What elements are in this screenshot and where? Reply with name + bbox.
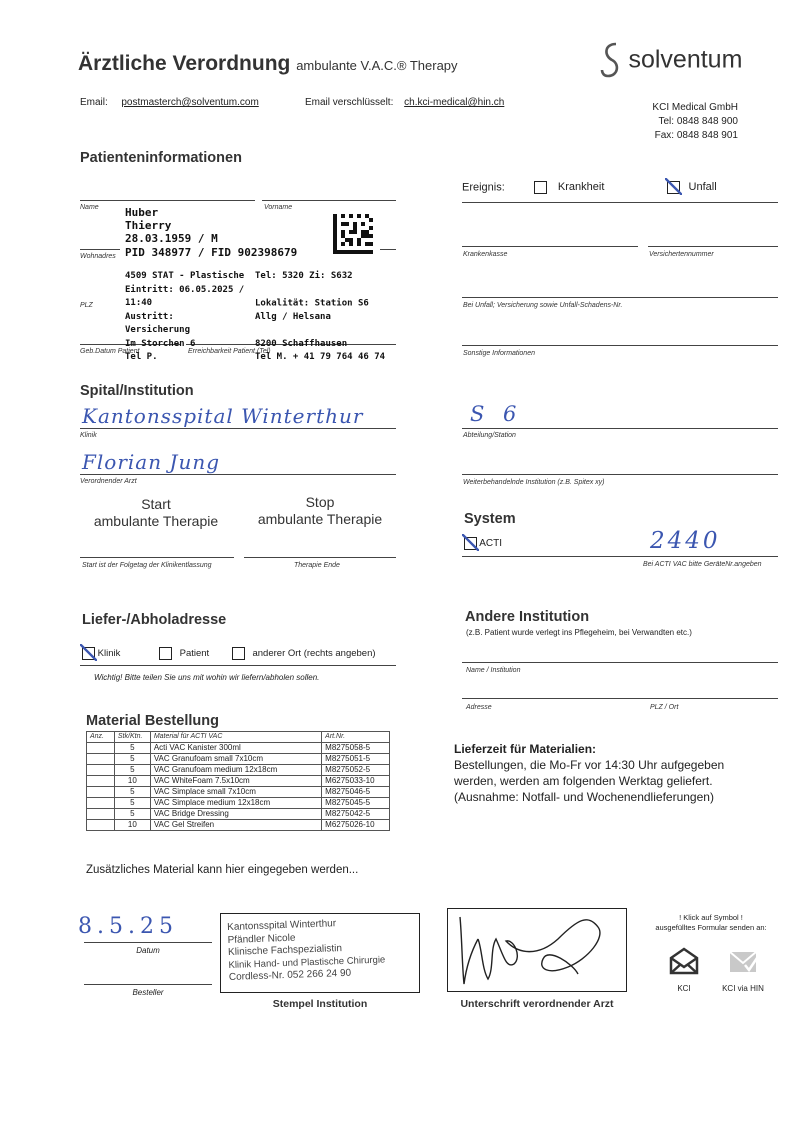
label-end: Therapie Ende — [294, 562, 340, 569]
material-row-5-cell-3: M8275045-5 — [322, 798, 390, 809]
label-other-name: Name / Institution — [466, 667, 521, 674]
sticker-insurance: Allg / Helsana Versicherung — [125, 311, 331, 335]
sticker-location: Lokalität: Station S6 — [255, 298, 369, 308]
material-row-4-cell-0[interactable] — [87, 787, 115, 798]
email-row — [80, 97, 259, 108]
stamp-line-5: Cordless-Nr. 052 266 24 90 — [228, 967, 352, 983]
stamp-line-1: Kantonsspital Winterthur — [227, 918, 337, 933]
send-hint-line-1: ! Klick auf Symbol ! — [679, 913, 743, 922]
material-row-0-cell-0[interactable] — [87, 743, 115, 754]
material-row-3-cell-3: M6275033-10 — [322, 776, 390, 787]
label-dob: Geb.Datum Patient — [80, 348, 140, 355]
material-row-0-cell-1: 5 — [114, 743, 150, 754]
brand-logo — [598, 40, 742, 80]
other-checkbox[interactable] — [232, 647, 245, 660]
label-kasse: Krankenkasse — [463, 251, 508, 258]
label-klinik: Klinik — [80, 432, 97, 439]
label-weiter: Weiterbehandelnde Institution (z.B. Spitex xy) — [463, 479, 605, 486]
company-name: KCI Medical GmbH — [652, 102, 738, 113]
kci-icon-label: KCI — [677, 984, 691, 993]
material-row-6-cell-1: 5 — [114, 809, 150, 820]
material-header-row — [87, 732, 390, 743]
stop-therapy-heading — [244, 494, 396, 528]
label-arzt: Verordnender Arzt — [80, 478, 137, 485]
device-number-value[interactable]: 2440 — [650, 528, 721, 554]
start-line-2: ambulante Therapie — [93, 513, 219, 529]
label-other-address: Adresse — [466, 704, 492, 711]
start-therapy-heading — [80, 496, 232, 530]
material-row-1-cell-2: VAC Granufoam small 7x10cm — [150, 754, 321, 765]
envelope-icon — [668, 946, 700, 976]
start-line-1: Start — [141, 496, 171, 512]
sticker-line-2: Thierry — [125, 219, 172, 232]
email-enc-row — [305, 97, 504, 108]
sticker-dept: 4509 STAT - Plastische — [125, 271, 245, 281]
sticker-exit: Austritt: — [125, 311, 174, 322]
material-row-0-cell-2: Acti VAC Kanister 300ml — [150, 743, 321, 754]
label-plz: PLZ — [80, 302, 93, 309]
other-inst-hint: (z.B. Patient wurde verlegt ins Pflegeheim, bei Verwandten etc.) — [466, 628, 692, 637]
title-sub: ambulante V.A.C.® Therapy — [296, 58, 458, 73]
material-row-7-cell-1: 10 — [114, 820, 150, 831]
material-row-2 — [87, 765, 390, 776]
sticker-tel-room: Tel: 5320 Zi: S632 — [255, 271, 353, 281]
envelope-hin-icon — [727, 946, 759, 976]
material-row-1-cell-1: 5 — [114, 754, 150, 765]
delivery-time-line-3: (Ausnahme: Notfall- und Wochenendlieferungen) — [454, 790, 714, 804]
klinik-option-label: Klinik — [97, 648, 121, 660]
send-hint-line-2: ausgefülltes Formular senden an: — [655, 923, 767, 932]
patient-section-title: Patienteninformationen — [80, 150, 242, 166]
material-row-4-cell-2: VAC Simplace small 7x10cm — [150, 787, 321, 798]
extra-material-hint[interactable]: Zusätzliches Material kann hier eingegeben werden... — [86, 864, 359, 876]
signature-scribble-icon — [448, 909, 625, 991]
spital-section-title: Spital/Institution — [80, 383, 194, 399]
material-row-6-cell-2: VAC Bridge Dressing — [150, 809, 321, 820]
klinik-checkbox[interactable] — [82, 647, 95, 660]
material-header-row-cell-2: Material für ACTI VAC — [150, 732, 321, 743]
label-stamp: Stempel Institution — [272, 998, 368, 1010]
label-unfall: Bei Unfall; Versicherung sowie Unfall-Schadens-Nr. — [463, 302, 623, 309]
other-option-label: anderer Ort (rechts angeben) — [252, 648, 376, 660]
label-signature: Unterschrift verordnender Arzt — [460, 998, 614, 1010]
material-row-5 — [87, 798, 390, 809]
material-row-3-cell-2: VAC WhiteFoam 7.5x10cm — [150, 776, 321, 787]
delivery-note: Wichtig! Bitte teilen Sie uns mit wohin wir liefern/abholen sollen. — [94, 673, 320, 682]
material-row-2-cell-2: VAC Granufoam medium 12x18cm — [150, 765, 321, 776]
material-row-4-cell-1: 5 — [114, 787, 150, 798]
date-value[interactable]: 8.5.25 — [78, 914, 178, 939]
material-row-4-cell-3: M8275046-5 — [322, 787, 390, 798]
material-row-0 — [87, 743, 390, 754]
material-row-7-cell-2: VAC Gel Streifen — [150, 820, 321, 831]
sticker-city: 8200 Schaffhausen — [255, 338, 348, 349]
label-sonstige: Sonstige Informationen — [463, 350, 535, 357]
label-station: Abteilung/Station — [463, 432, 516, 439]
send-hint — [640, 913, 782, 933]
label-wohnadresse: Wohnadres — [80, 253, 116, 260]
patient-option-label: Patient — [179, 648, 210, 660]
datamatrix-icon — [333, 214, 373, 254]
material-row-5-cell-2: VAC Simplace medium 12x18cm — [150, 798, 321, 809]
material-row-3-cell-1: 10 — [114, 776, 150, 787]
material-row-6 — [87, 809, 390, 820]
material-row-5-cell-1: 5 — [114, 798, 150, 809]
stamp-box — [220, 913, 420, 993]
material-row-2-cell-3: M8275052-5 — [322, 765, 390, 776]
delivery-options — [82, 647, 376, 660]
company-fax: Fax: 0848 848 901 — [654, 130, 738, 141]
material-header-row-cell-0: Anz. — [87, 732, 115, 743]
solventum-s-icon — [598, 40, 624, 80]
station-value[interactable]: S 6 — [470, 402, 523, 426]
label-vorname: Vorname — [264, 204, 293, 211]
sticker-street: Im Storchen 6 — [125, 338, 196, 349]
sticker-line-1: Huber — [125, 206, 159, 219]
material-row-1-cell-3: M8275051-5 — [322, 754, 390, 765]
material-header-row-cell-1: Stk/Ktn. — [114, 732, 150, 743]
material-row-2-cell-0[interactable] — [87, 765, 115, 776]
material-row-1-cell-0[interactable] — [87, 754, 115, 765]
company-tel: Tel: 0848 848 900 — [658, 116, 738, 127]
material-row-4 — [87, 787, 390, 798]
acti-checkbox[interactable] — [464, 537, 477, 550]
material-row-7-cell-0[interactable] — [87, 820, 115, 831]
send-kci-button[interactable] — [664, 946, 704, 993]
delivery-section-title: Liefer-/Abholadresse — [82, 612, 227, 628]
signature-box[interactable] — [447, 908, 627, 992]
krankheit-checkbox[interactable] — [534, 181, 547, 194]
stop-line-2: ambulante Therapie — [257, 511, 383, 527]
material-row-6-cell-0[interactable] — [87, 809, 115, 820]
material-row-3 — [87, 776, 390, 787]
material-row-3-cell-0[interactable] — [87, 776, 115, 787]
material-row-5-cell-0[interactable] — [87, 798, 115, 809]
material-row-7-cell-3: M6275026-10 — [322, 820, 390, 831]
acti-label: ACTI — [479, 538, 503, 550]
delivery-time-block — [454, 741, 724, 805]
label-start: Start ist der Folgetag der Klinikentlassung — [82, 562, 212, 569]
sticker-tel-m: Tel M. + 41 79 764 46 74 — [255, 352, 386, 362]
label-device: Bei ACTI VAC bitte GeräteNr.angeben — [643, 561, 762, 568]
sticker-line-3: 28.03.1959 / M — [125, 232, 218, 245]
patient-checkbox[interactable] — [159, 647, 172, 660]
sticker-line-4: PID 348977 / FID 902398679 — [125, 246, 298, 259]
email-enc-link[interactable]: ch.kci-medical@hin.ch — [404, 97, 505, 108]
label-besteller: Besteller — [132, 988, 164, 997]
event-row — [462, 181, 717, 194]
event-label: Ereignis: — [462, 181, 505, 194]
stop-line-1: Stop — [305, 494, 335, 510]
email-link[interactable]: postmasterch@solventum.com — [121, 97, 259, 108]
unfall-label: Unfall — [688, 181, 717, 194]
material-table — [86, 731, 390, 831]
klinik-value[interactable]: Kantonsspital Winterthur — [82, 404, 364, 428]
delivery-time-line-1: Bestellungen, die Mo-Fr vor 14:30 Uhr aufgegeben — [454, 758, 725, 772]
label-reach: Erreichbarkeit Patient (Tel) — [188, 348, 271, 355]
stamp-line-2: Pfändler Nicole — [227, 932, 296, 946]
brand-name: solventum — [628, 45, 743, 74]
email-enc-label: Email verschlüsselt: — [305, 97, 394, 108]
label-datum: Datum — [136, 946, 160, 955]
company-info — [628, 101, 738, 143]
hin-icon-label: KCI via HIN — [722, 984, 764, 993]
label-name: Name — [80, 204, 99, 211]
title-main: Ärztliche Verordnung — [78, 52, 291, 75]
delivery-time-title: Lieferzeit für Materialien: — [454, 742, 597, 756]
acti-row — [464, 537, 502, 550]
form-title — [78, 52, 458, 76]
patient-sticker-details — [125, 270, 395, 365]
material-row-2-cell-1: 5 — [114, 765, 150, 776]
material-header-row-cell-3: Art.Nr. — [322, 732, 390, 743]
sticker-entry: Eintritt: 06.05.2025 / 11:40 — [125, 284, 245, 308]
other-inst-title: Andere Institution — [465, 609, 590, 625]
delivery-time-line-2: werden, werden am folgenden Werktag geliefert. — [454, 774, 713, 788]
label-versnr: Versichertennummer — [649, 251, 714, 258]
stamp-line-3: Klinische Fachspezialistin — [227, 943, 343, 958]
material-row-7 — [87, 820, 390, 831]
qr-code — [333, 214, 373, 254]
material-row-0-cell-3: M8275058-5 — [322, 743, 390, 754]
sticker-tel-p: Tel P. — [125, 352, 158, 362]
stamp-line-4: Klinik Hand- und Plastische Chirurgie — [228, 954, 386, 971]
arzt-value[interactable]: Florian Jung — [82, 450, 221, 474]
material-row-1 — [87, 754, 390, 765]
system-section-title: System — [464, 511, 516, 527]
email-label: Email: — [80, 97, 108, 108]
stamp-text — [227, 917, 386, 985]
material-row-6-cell-3: M8275042-5 — [322, 809, 390, 820]
material-section-title: Material Bestellung — [86, 713, 219, 729]
label-other-plz: PLZ / Ort — [650, 704, 679, 711]
unfall-checkbox[interactable] — [667, 181, 680, 194]
krankheit-label: Krankheit — [557, 181, 605, 194]
send-hin-button[interactable] — [716, 946, 770, 993]
